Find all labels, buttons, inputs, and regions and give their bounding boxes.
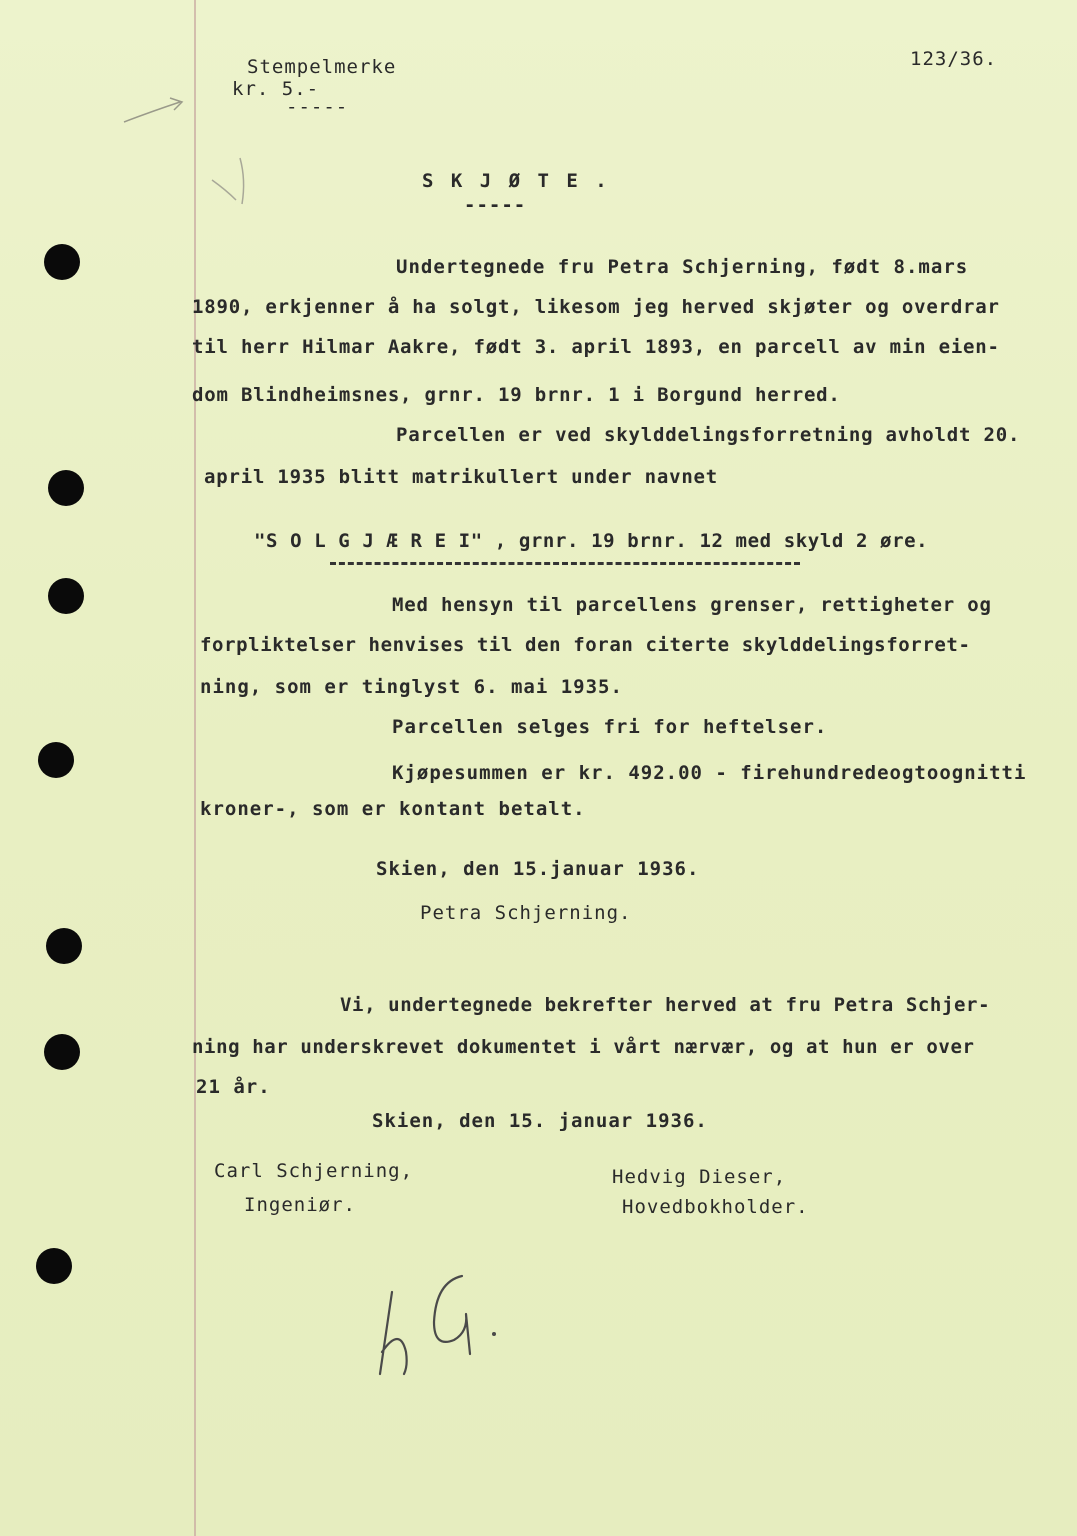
title-rule: ----- [464,194,527,216]
body-line: ning, som er tinglyst 6. mai 1935. [200,676,623,698]
document-number: 123/36. [910,48,998,70]
punch-hole [44,1034,80,1070]
body-line: dom Blindheimsnes, grnr. 19 brnr. 1 i Borgund herred. [192,384,841,406]
place-date-2: Skien, den 15. januar 1936. [372,1110,708,1132]
body-line: Med hensyn til parcellens grenser, rettigheter og [392,594,992,616]
body-line: 21 år. [196,1076,271,1098]
witness-right-name: Hedvig Dieser, [612,1166,787,1188]
property-name-line: "S O L G J Æ R E I" , grnr. 19 brnr. 12 med skyld 2 øre. [254,530,929,552]
place-date: Skien, den 15.januar 1936. [376,858,700,880]
punch-hole [36,1248,72,1284]
witness-left-name: Carl Schjerning, [214,1160,414,1182]
margin-pencil-mark [206,150,256,210]
margin-arrow-mark [120,92,190,132]
document-title: S K J Ø T E . [422,170,610,192]
body-line: forpliktelser henvises til den foran citerte skylddelingsforret- [200,634,971,656]
witness-right-title: Hovedbokholder. [622,1196,809,1218]
stamp-rule: ----- [286,96,349,118]
stamp-value: kr. 5.- [232,78,320,100]
punch-hole [44,244,80,280]
body-line: Undertegnede fru Petra Schjerning, født 8.mars [396,256,969,278]
handwritten-initials [370,1262,520,1382]
punch-hole [38,742,74,778]
body-line: ning har underskrevet dokumentet i vårt nærvær, og at hun er over [192,1036,975,1058]
margin-rule [194,0,196,1536]
body-line: Kjøpesummen er kr. 492.00 - firehundredeogtoognitti [392,762,1027,784]
body-line: Vi, undertegnede bekrefter herved at fru Petra Schjer- [340,994,991,1016]
punch-hole [48,470,84,506]
witness-left-title: Ingeniør. [244,1194,356,1216]
punch-hole [46,928,82,964]
seller-signature: Petra Schjerning. [420,902,632,924]
body-line: 1890, erkjenner å ha solgt, likesom jeg herved skjøter og overdrar [192,296,1000,318]
body-line: april 1935 blitt matrikullert under navnet [204,466,719,488]
stamp-label: Stempelmerke [247,56,397,78]
property-name-underline [330,562,800,565]
body-line: kroner-, som er kontant betalt. [200,798,586,820]
body-line: Parcellen er ved skylddelingsforretning avholdt 20. [396,424,1021,446]
body-line: til herr Hilmar Aakre, født 3. april 1893, en parcell av min eien- [192,336,1000,358]
body-line: Parcellen selges fri for heftelser. [392,716,828,738]
punch-hole [48,578,84,614]
